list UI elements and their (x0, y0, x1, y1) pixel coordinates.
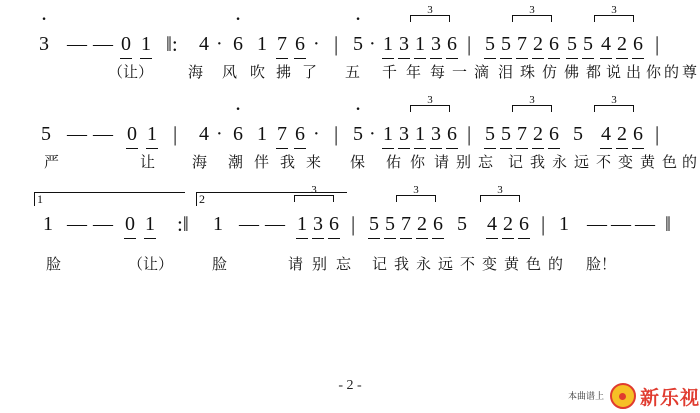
notation-row (0, 4, 700, 56)
lyric-syllable: 忘 (478, 154, 494, 171)
lyric-syllable: 请 (434, 154, 450, 171)
lyric-syllable: 变 (482, 256, 498, 273)
note: — (93, 123, 113, 145)
lyric-syllable: 永 (416, 256, 432, 273)
note: — (635, 213, 655, 235)
lyric-syllable: 的 (548, 256, 564, 273)
lyric-syllable: （让） (108, 64, 154, 81)
note: 4 (600, 30, 612, 59)
lyric-syllable: 滴 (474, 64, 490, 81)
lyric-syllable: 佑 (386, 154, 402, 171)
note: 6 (294, 30, 306, 59)
note: 7 (516, 120, 528, 149)
note: 1 (213, 213, 223, 235)
lyric-syllable: 远 (438, 256, 454, 273)
note: 6 (632, 30, 644, 59)
note: — (67, 213, 87, 235)
note: 5 (573, 123, 583, 145)
lyric-syllable: 脸！ (586, 256, 617, 273)
note: · 5 (352, 120, 364, 148)
lyric-syllable: （让） (128, 256, 174, 273)
note: 4 (199, 33, 209, 55)
watermark-brand: 新乐视 (639, 387, 700, 409)
barline: | (467, 122, 472, 146)
barline: ‖ (665, 212, 671, 236)
note: 4 (486, 210, 498, 239)
note: · (216, 123, 223, 145)
volta-bracket: 2 (196, 192, 347, 206)
lyric-syllable: 忘 (336, 256, 352, 273)
note: 2 (416, 210, 428, 239)
note: · (369, 33, 376, 55)
lyric-syllable: 珠 (520, 64, 536, 81)
note: — (611, 213, 631, 235)
note: 5 (582, 30, 594, 59)
note: 1 (140, 30, 152, 59)
note: 5 (457, 213, 467, 235)
note: 1 (414, 120, 426, 149)
note: 5 (484, 30, 496, 59)
lyric-syllable: 变 (618, 154, 634, 171)
page-number: - 2 - (338, 378, 362, 393)
triplet-bracket: 3 (410, 4, 450, 22)
note: 2 (616, 120, 628, 149)
lyric-syllable: 了 (302, 64, 318, 81)
lyric-syllable: 尊 (682, 64, 698, 81)
barline: | (334, 32, 339, 56)
note: 5 (500, 120, 512, 149)
note: 7 (516, 30, 528, 59)
lyric-syllable: 风 (222, 64, 238, 81)
lyric-syllable: 千 (382, 64, 398, 81)
triplet-bracket: 3 (396, 184, 436, 202)
lyric-syllable: 伴 (254, 154, 270, 171)
note: 4 (600, 120, 612, 149)
lyric-syllable: 我 (280, 154, 296, 171)
note: 6 (518, 210, 530, 239)
note: 1 (382, 120, 394, 149)
lyric-syllable: 你 (646, 64, 662, 81)
note: — (67, 33, 87, 55)
lyric-syllable: 严 (44, 154, 60, 171)
lyric-syllable: 记 (372, 256, 388, 273)
note: 1 (257, 123, 267, 145)
lyric-syllable: 别 (312, 256, 328, 273)
note: 6 (548, 30, 560, 59)
note: — (239, 213, 259, 235)
lyric-syllable: 潮 (228, 154, 244, 171)
lyric-row (0, 152, 700, 178)
note: · 6 (232, 120, 244, 148)
note: 5 (484, 120, 496, 149)
triplet-bracket: 3 (512, 94, 552, 112)
notation-row (0, 94, 700, 146)
lyric-syllable: 五 (345, 64, 361, 81)
lyric-syllable: 吹 (250, 64, 266, 81)
barline: | (655, 122, 660, 146)
lyric-syllable: 出 (626, 64, 642, 81)
note: · (369, 123, 376, 145)
lyric-syllable: 记 (508, 154, 524, 171)
barline: | (351, 212, 356, 236)
note: 0 (120, 30, 132, 59)
barline: | (541, 212, 546, 236)
note: 3 (312, 210, 324, 239)
triplet-bracket: 3 (594, 94, 634, 112)
note: 3 (398, 30, 410, 59)
note: 6 (432, 210, 444, 239)
triplet-bracket: 3 (294, 184, 334, 202)
lyric-syllable: 永 (552, 154, 568, 171)
lyric-syllable: 海 (192, 154, 208, 171)
note: 1 (257, 33, 267, 55)
note: — (265, 213, 285, 235)
note: 6 (328, 210, 340, 239)
note: 2 (532, 30, 544, 59)
note: 4 (199, 123, 209, 145)
note: 2 (502, 210, 514, 239)
note: 6 (446, 120, 458, 149)
music-system-1 (0, 4, 700, 82)
note: 5 (500, 30, 512, 59)
lyric-syllable: 的 (664, 64, 680, 81)
lyric-syllable: 别 (456, 154, 472, 171)
note: 5 (368, 210, 380, 239)
lyric-syllable: 的 (682, 154, 698, 171)
barline: | (334, 122, 339, 146)
note: 3 (398, 120, 410, 149)
lyric-syllable: 请 (288, 256, 304, 273)
lyric-syllable: 不 (460, 256, 476, 273)
note: 0 (124, 210, 136, 239)
watermark-note: 本曲谱上 (567, 390, 604, 401)
lyric-syllable: 保 (350, 154, 366, 171)
barline: :‖ (177, 212, 189, 236)
note: 2 (532, 120, 544, 149)
lyric-syllable: 说 (606, 64, 622, 81)
lyric-syllable: 年 (406, 64, 422, 81)
lyric-syllable: 一 (452, 64, 468, 81)
lyric-syllable: 让 (140, 154, 156, 171)
lyric-syllable: 我 (530, 154, 546, 171)
lyric-syllable: 色 (526, 256, 542, 273)
lyric-syllable: 佛 (564, 64, 580, 81)
lyric-syllable: 拂 (276, 64, 292, 81)
lyric-syllable: 你 (410, 154, 426, 171)
lyric-syllable: 黄 (640, 154, 656, 171)
note: 3 (430, 30, 442, 59)
triplet-bracket: 3 (480, 184, 520, 202)
note: — (67, 123, 87, 145)
lyric-syllable: 脸 (46, 256, 62, 273)
lyric-syllable: 色 (662, 154, 678, 171)
note: 1 (559, 213, 569, 235)
lyric-syllable: 海 (188, 64, 204, 81)
barline: | (467, 32, 472, 56)
lyric-syllable: 黄 (504, 256, 520, 273)
watermark (564, 379, 700, 413)
barline: | (173, 122, 178, 146)
lyric-syllable: 都 (586, 64, 602, 81)
note: 5 (566, 30, 578, 59)
note: — (93, 33, 113, 55)
note: — (587, 213, 607, 235)
note: · (313, 123, 320, 145)
barline: | (655, 32, 660, 56)
lyric-row (0, 62, 700, 88)
note: 1 (382, 30, 394, 59)
lyric-syllable: 远 (574, 154, 590, 171)
note: — (93, 213, 113, 235)
note: 7 (276, 30, 288, 59)
note: · 3 (38, 30, 50, 58)
note: 6 (446, 30, 458, 59)
note: 3 (430, 120, 442, 149)
note: · (313, 33, 320, 55)
note: 1 (43, 213, 53, 235)
triplet-bracket: 3 (594, 4, 634, 22)
barline: ‖: (166, 32, 178, 56)
lyric-syllable: 泪 (498, 64, 514, 81)
note: · (216, 33, 223, 55)
note: 1 (144, 210, 156, 239)
note: 7 (400, 210, 412, 239)
music-system-3 (0, 184, 700, 274)
note: 6 (548, 120, 560, 149)
note: 1 (414, 30, 426, 59)
music-system-2 (0, 94, 700, 172)
volta-bracket: 1 (34, 192, 185, 206)
triplet-bracket: 3 (512, 4, 552, 22)
lyric-syllable: 每 (430, 64, 446, 81)
note: 6 (632, 120, 644, 149)
note: 5 (41, 123, 51, 145)
lyric-syllable: 我 (394, 256, 410, 273)
lyric-syllable: 仿 (542, 64, 558, 81)
note: 1 (146, 120, 158, 149)
note: · 5 (352, 30, 364, 58)
note: 7 (276, 120, 288, 149)
note: 5 (384, 210, 396, 239)
note: 6 (294, 120, 306, 149)
lyric-syllable: 脸 (212, 256, 228, 273)
triplet-bracket: 3 (410, 94, 450, 112)
note: 1 (296, 210, 308, 239)
lyric-syllable: 来 (306, 154, 322, 171)
logo-icon (610, 383, 636, 409)
note: · 6 (232, 30, 244, 58)
lyric-syllable: 不 (596, 154, 612, 171)
notation-row (0, 184, 700, 248)
note: 2 (616, 30, 628, 59)
lyric-row (0, 254, 700, 280)
note: 0 (126, 120, 138, 149)
